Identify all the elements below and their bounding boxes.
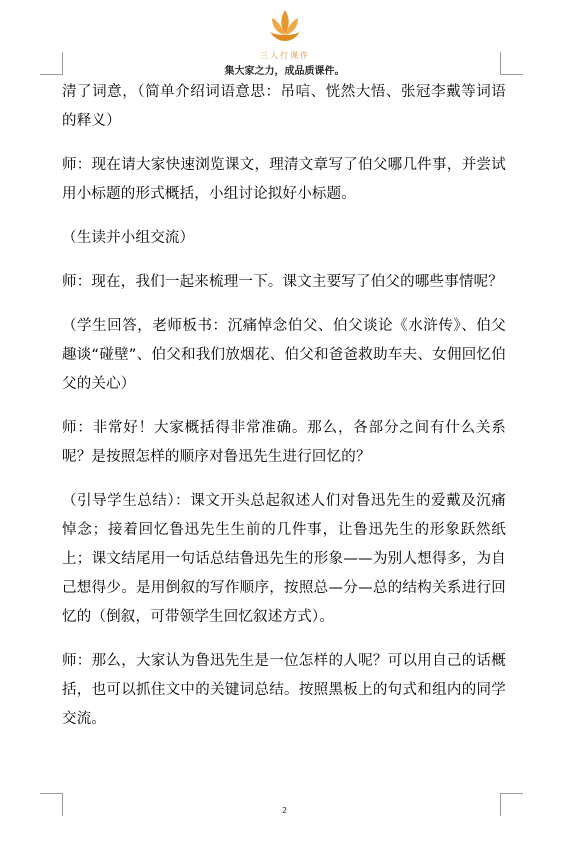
document-body (62, 78, 506, 749)
page-number: 2 (281, 806, 288, 815)
paragraph-6: 师：非常好！大家概括得非常准确。那么，各部分之间有什么关系呢？是按照怎样的顺序对鲁迅先生进行回忆的？ (62, 420, 506, 465)
header-slogan: 集大家之力，成品质课件。 (224, 66, 345, 77)
paragraph-7: （引导学生总结）：课文开头总起叙述人们对鲁迅先生的爱戴及沉痛悼念；接着回忆鲁迅先生生前的几件事，让鲁迅先生的形象跃然纸上；课文结尾用一句话总结鲁迅先生的形象——为别人想得多，为自己想得少。是用倒叙的写作顺序，按照总—分—总的结构关系进行回忆的（倒叙，可带领学生回忆叙述方式）。 (62, 493, 506, 625)
lotus-logo-icon (265, 6, 305, 46)
paragraph-4: 师：现在，我们一起来梳理一下。课文主要写了伯父的哪些事情呢？ (62, 274, 503, 290)
paragraph-5: （学生回答，老师板书：沉痛悼念伯父、伯父谈论《水浒传》、伯父趣谈“碰壁”、伯父和我们放烟花、伯父和爸爸救助车夫、女佣回忆伯父的关心） (62, 318, 506, 392)
paragraph-1: 清了词意，（简单介绍词语意思：吊唁、恍然大悟、张冠李戴等词语的释义） (62, 84, 506, 129)
header-logo (250, 6, 320, 64)
paragraph-8: 师：那么，大家认为鲁迅先生是一位怎样的人呢？可以用自己的话概括，也可以抓住文中的关键词总结。按照黑板上的句式和组内的同学交流。 (62, 653, 506, 727)
paragraph-3: （生读并小组交流） (62, 230, 195, 246)
logo-name: 三人行课件 (260, 51, 310, 60)
paragraph-2: 师：现在请大家快速浏览课文，理清文章写了伯父哪几件事，并尝试用小标题的形式概括，小组讨论拟好小标题。 (62, 157, 506, 202)
